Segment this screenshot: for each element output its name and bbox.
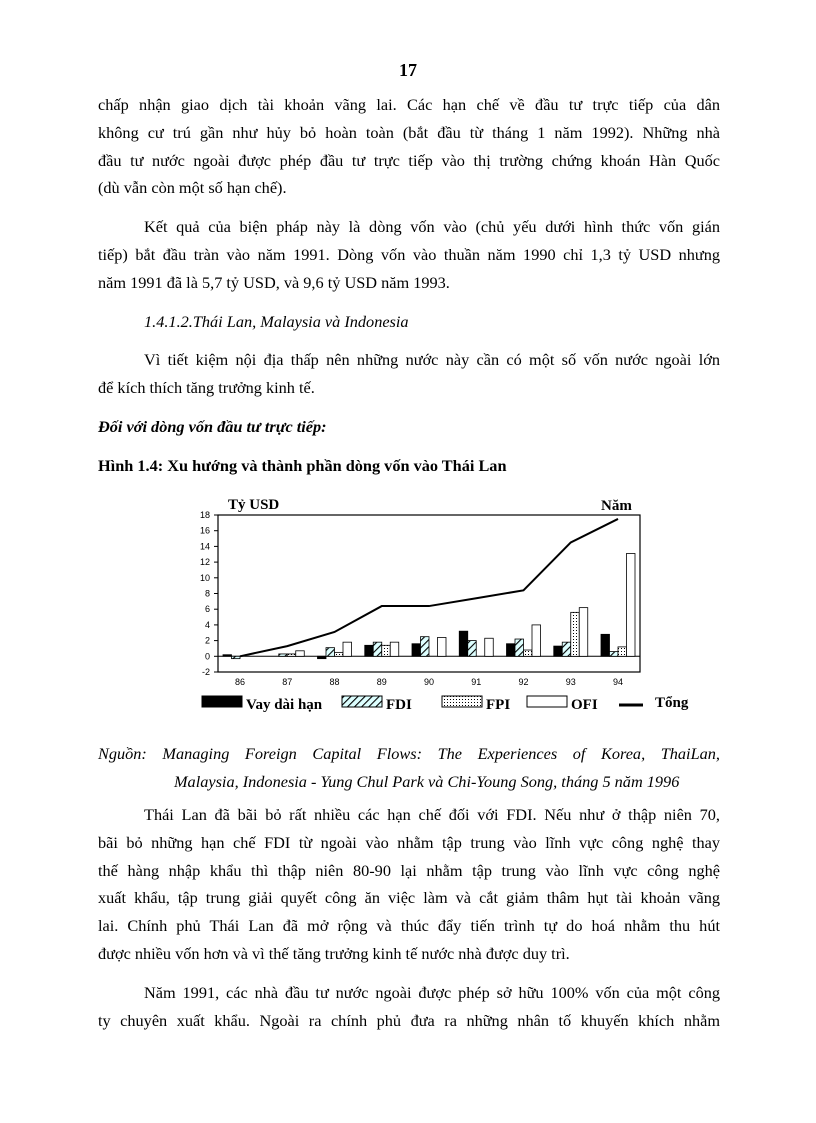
legend-swatch <box>442 696 482 707</box>
bar-vay-dài-hạn <box>223 655 232 657</box>
x-tick-label: 90 <box>423 677 435 687</box>
x-tick-label: 87 <box>282 677 293 687</box>
legend-label: Vay dài hạn <box>246 697 323 713</box>
bar-fpi <box>618 647 627 656</box>
bar-ofi <box>485 638 494 656</box>
text-line: lai. Chính phủ Thái Lan đã mở rộng và thúc đẩy tiến trình tự do hoá nhằm thu hút <box>98 916 720 936</box>
y-tick-label: 0 <box>204 651 210 662</box>
x-tick-label: 92 <box>518 677 529 687</box>
x-tick-label: 86 <box>234 677 246 687</box>
bar-vay-dài-hạn <box>365 645 374 656</box>
y-tick-label: -2 <box>201 667 210 677</box>
bar-fdi <box>610 652 619 657</box>
text-line: ty chuyên xuất khẩu. Ngoài ra chính phủ đưa ra những nhân tố khuyến khích nhằm <box>98 1010 720 1030</box>
text-line: Vì tiết kiệm nội địa thấp nên những nước này cần có một số vốn nước ngoài lớn <box>144 350 720 369</box>
text-line: Nguồn: Managing Foreign Capital Flows: The Experiences of Korea, ThaiLan, <box>98 744 720 763</box>
bar-ofi <box>579 608 588 657</box>
text-line: Malaysia, Indonesia - Yung Chul Park và Chi-Young Song, tháng 5 năm 1996 <box>174 771 680 791</box>
bar-fdi <box>562 642 571 656</box>
x-tick-label: 94 <box>612 677 624 687</box>
text-line: không cư trú gần như hủy bỏ hoàn toàn (bắt đầu từ tháng 1 năm 1992). Những nhà <box>98 122 720 142</box>
bar-fdi <box>232 656 241 658</box>
page-number: 17 <box>399 60 417 80</box>
x-tick-label: 91 <box>471 677 482 687</box>
text-line: để kích thích tăng trưởng kinh tế. <box>98 377 315 397</box>
y-tick-label: 6 <box>204 604 210 615</box>
text-line: Năm 1991, các nhà đầu tư nước ngoài được phép sở hữu 100% vốn của một công <box>144 983 720 1002</box>
legend-label: FDI <box>386 697 412 713</box>
bar-vay-dài-hạn <box>507 644 516 657</box>
bar-ofi <box>627 553 636 656</box>
bar-ofi <box>343 642 352 656</box>
legend-swatch <box>527 696 567 707</box>
bar-ofi <box>438 637 447 656</box>
bar-fpi <box>524 650 533 656</box>
y-axis-label: Tỷ USD <box>228 497 280 513</box>
legend-swatch <box>342 696 382 707</box>
figure-source <box>98 740 720 796</box>
text-line: thế hàng nhập khẩu thì thập niên 80-90 lại nhằm tập trung vào lĩnh vực công nghệ <box>98 860 720 880</box>
bar-fdi <box>279 654 288 656</box>
text-line: Thái Lan đã bãi bỏ rất nhiều các hạn chế đối với FDI. Nếu như ở thập niên 70, <box>144 805 720 824</box>
text-line: xuất khẩu, tập trung giải quyết công ăn việc làm và cắt giảm thâm hụt tài khoản vãng <box>98 888 720 908</box>
bar-vay-dài-hạn <box>318 656 327 658</box>
x-tick-label: 88 <box>329 677 340 687</box>
bar-fdi <box>421 637 430 657</box>
bar-ofi <box>532 625 541 656</box>
bar-ofi <box>296 651 305 656</box>
text-line: tiếp) bắt đầu tràn vào năm 1991. Dòng vốn vào thuần năm 1990 chỉ 1,3 tỷ USD nhưng <box>98 244 720 264</box>
legend-label: FPI <box>486 697 511 713</box>
figure-caption: Hình 1.4: Xu hướng và thành phần dòng vốn vào Thái Lan <box>98 456 507 475</box>
bar-vay-dài-hạn <box>412 644 421 657</box>
y-tick-label: 16 <box>199 525 210 536</box>
paragraph-4 <box>98 801 720 968</box>
bar-vay-dài-hạn <box>459 631 468 656</box>
y-tick-label: 12 <box>199 557 210 568</box>
bar-ofi <box>390 642 399 656</box>
y-tick-label: 18 <box>199 510 210 520</box>
text-line: năm 1991 đã là 5,7 tỷ USD, và 9,6 tỷ USD năm 1993. <box>98 272 450 292</box>
text-line: Kết quả của biện pháp này là dòng vốn vào (chủ yếu dưới hình thức vốn gián <box>144 217 720 236</box>
y-tick-label: 10 <box>199 572 210 583</box>
bar-fpi <box>571 612 580 656</box>
bar-fdi <box>468 641 477 657</box>
section-heading: 1.4.1.2.Thái Lan, Malaysia và Indonesia <box>144 312 409 331</box>
y-tick-label: 8 <box>204 588 210 599</box>
legend-swatch <box>202 696 242 707</box>
text-line: chấp nhận giao dịch tài khoản vãng lai. Các hạn chế về đầu tư trực tiếp của dân <box>98 95 720 114</box>
x-axis-label: Năm <box>601 498 632 514</box>
bar-fdi <box>515 639 524 656</box>
x-tick-label: 93 <box>565 677 576 687</box>
text-line: bãi bỏ những hạn chế FDI từ ngoài vào nhằm tập trung vào lĩnh vực công nghệ thay <box>98 832 720 852</box>
text-line: (dù vẫn còn một số hạn chế). <box>98 178 287 198</box>
paragraph-5 <box>98 979 720 1035</box>
subheading: Đối với dòng vốn đầu tư trực tiếp: <box>98 417 327 436</box>
legend-label: OFI <box>571 697 598 713</box>
bar-fpi <box>287 654 296 656</box>
bar-fpi <box>335 652 344 656</box>
line-tong <box>240 519 618 656</box>
bar-fpi <box>382 645 391 656</box>
x-tick-label: 89 <box>376 677 387 687</box>
bar-vay-dài-hạn <box>554 646 563 656</box>
y-tick-label: 14 <box>199 541 210 552</box>
bar-fdi <box>326 648 335 657</box>
legend-label: Tổng <box>655 695 689 711</box>
y-tick-label: 4 <box>204 619 210 630</box>
bar-vay-dài-hạn <box>601 634 610 656</box>
text-line: đầu tư nước ngoài được phép đầu tư trực tiếp vào thị trường chứng khoán Hàn Quốc <box>98 150 720 170</box>
y-tick-label: 2 <box>204 635 210 646</box>
text-line: được nhiều vốn hơn và vì thế tăng trưởng kinh tế nước nhà được duy trì. <box>98 943 570 963</box>
bar-fdi <box>373 642 382 656</box>
